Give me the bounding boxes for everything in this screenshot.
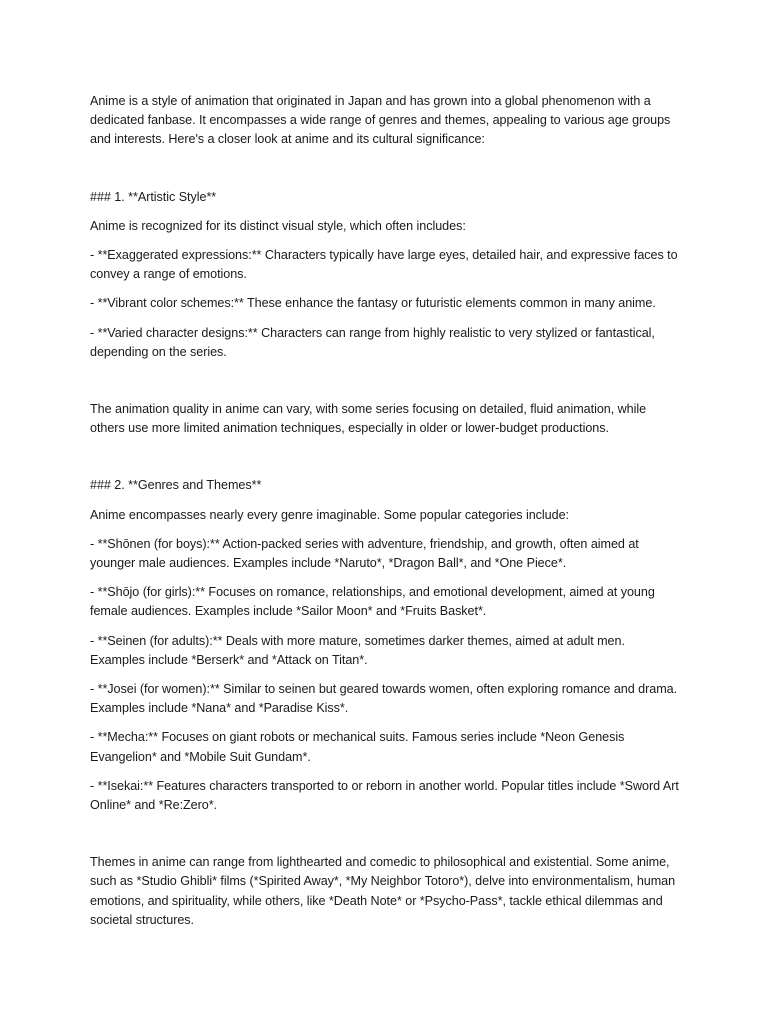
bullet-seinen: - **Seinen (for adults):** Deals with more mature, sometimes darker themes, aimed at adult men. Examples include *Berserk* and *Attack on Titan*. [90,633,625,667]
themes-paragraph: Themes in anime can range from lighthearted and comedic to philosophical and existential. Some anime, such as *Studio Ghibli* films (*Spirited Away*, *My Neighbor Totoro*), delve into environmentalism, human emotions, and spirituality, while others, like *Death Note* or *Psycho-Pass*, tackle ethical dilemmas and societal structures. [90,855,676,927]
intro-paragraph: Anime is a style of animation that originated in Japan and has grown into a global phenomenon with a dedicated fanbase. It encompasses a wide range of genres and themes, appealing to various age groups and interests. Here's a closer look at anime and its cultural significance: [90,94,671,147]
animation-quality-paragraph: The animation quality in anime can vary, with some series focusing on detailed, fluid animation, while others use more limited animation techniques, especially in older or lower-budget productions. [90,402,647,436]
section-lead-genres: Anime encompasses nearly every genre imaginable. Some popular categories include: [90,507,569,522]
bullet-shonen: - **Shōnen (for boys):** Action-packed series with adventure, friendship, and growth, often aimed at younger male audiences. Examples include *Naruto*, *Dragon Ball*, and *One Piece*. [90,536,639,571]
bullet-varied-designs: - **Varied character designs:** Characters can range from highly realistic to very stylized or fantastical, depending on the series. [90,325,655,359]
section-heading-genres-themes: ### 2. **Genres and Themes** [90,478,262,493]
document-page [90,92,680,968]
bullet-exaggerated-expressions: - **Exaggerated expressions:** Characters typically have large eyes, detailed hair, and expressive faces to convey a range of emotions. [90,248,678,282]
bullet-mecha: - **Mecha:** Focuses on giant robots or mechanical suits. Famous series include *Neon Genesis Evangelion* and *Mobile Suit Gundam*. [90,730,625,764]
section-lead-artistic-style: Anime is recognized for its distinct visual style, which often includes: [90,218,466,233]
bullet-shojo: - **Shōjo (for girls):** Focuses on romance, relationships, and emotional development, aimed at young female audiences. Examples include *Sailor Moon* and *Fruits Basket*. [90,585,655,619]
section-heading-artistic-style: ### 1. **Artistic Style** [90,189,217,204]
bullet-josei: - **Josei (for women):** Similar to seinen but geared towards women, often exploring romance and drama. Examples include *Nana* and *Paradise Kiss*. [90,682,678,716]
bullet-vibrant-colors: - **Vibrant color schemes:** These enhance the fantasy or futuristic elements common in many anime. [90,296,656,311]
bullet-isekai: - **Isekai:** Features characters transported to or reborn in another world. Popular titles include *Sword Art Online* and *Re:Zero*. [90,778,679,813]
